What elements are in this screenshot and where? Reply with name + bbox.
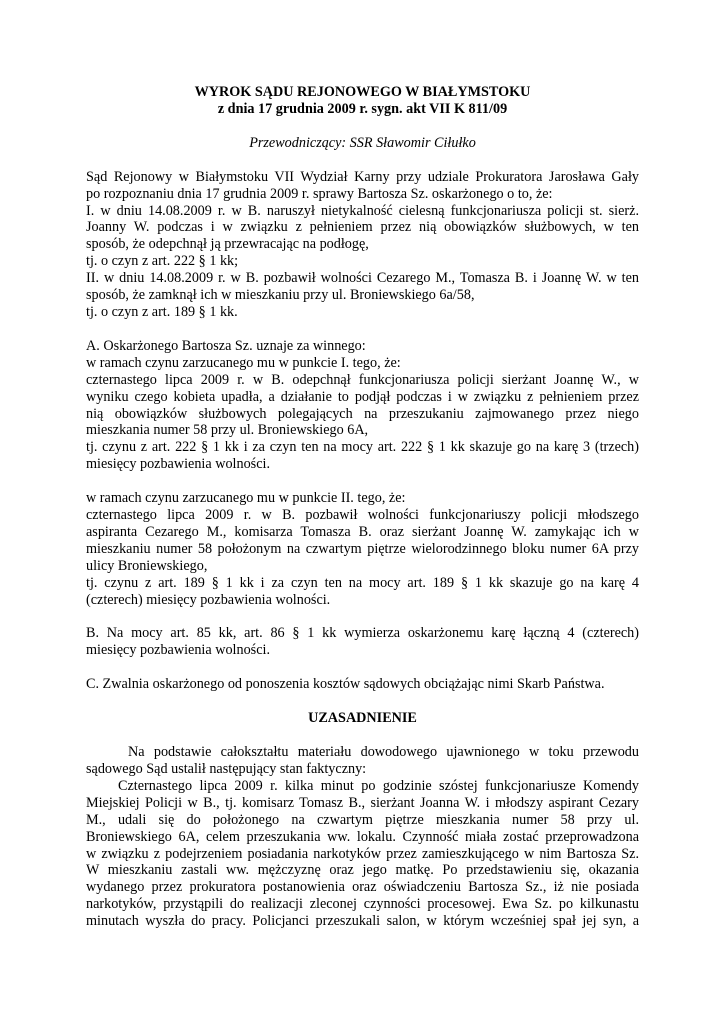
text-line: II. w dniu 14.08.2009 r. w B. pozbawił wolności Cezarego M., Tomasza B. i Joannę W. w ten — [86, 270, 639, 287]
text-line: w ramach czynu zarzucanego mu w punkcie I. tego, że: — [86, 354, 401, 371]
text-line: I. w dniu 14.08.2009 r. w B. naruszył nietykalność cielesną funkcjonariusza policji st. sierż. — [86, 202, 639, 219]
justification-heading: UZASADNIENIE — [308, 710, 417, 727]
justification-paragraph-1 — [86, 744, 639, 778]
text-line: sposób, że odepchnął ją przewracając na podłogę, — [86, 236, 369, 253]
title-line-1: WYROK SĄDU REJONOWEGO W BIAŁYMSTOKU — [194, 84, 531, 100]
text-line: tj. o czyn z art. 189 § 1 kk. — [86, 303, 238, 320]
verdict-a-paragraph — [86, 338, 639, 473]
text-line: sądowego Sąd ustalił następujący stan faktyczny: — [86, 761, 367, 777]
text-line: aspiranta Cezarego M., komisarza Tomasza B. oraz sierżant Joannę W. zamykając ich w — [86, 523, 639, 540]
presiding-judge: Przewodniczący: SSR Sławomir Ciłułko — [249, 134, 476, 151]
text-line: wyniku czego kobieta upadła, a działanie to podjął podczas i w związku z pełnieniem przez — [86, 388, 639, 405]
text-line: Joanny W. podczas i w związku z pełnieniem przez nią obowiązków służbowych, w ten — [86, 219, 639, 236]
text-line: tj. czynu z art. 222 § 1 kk i za czyn ten na mocy art. 222 § 1 kk skazuje go na karę 3 (trzech) — [86, 439, 639, 456]
text-line: tj. o czyn z art. 222 § 1 kk; — [86, 253, 239, 270]
text-line: sposób, że zamknął ich w mieszkaniu przy ul. Broniewskiego 6a/58, — [86, 287, 475, 304]
text-line: Na podstawie całokształtu materiału dowodowego ujawnionego w toku przewodu — [128, 744, 639, 761]
text-line: czternastego lipca 2009 r. w B. pozbawił wolności funkcjonariuszy policji młodszego — [86, 507, 639, 524]
text-line: C. Zwalnia oskarżonego od ponoszenia kosztów sądowych obciążając nimi Skarb Państwa. — [86, 676, 605, 693]
text-line: po rozpoznaniu dnia 17 grudnia 2009 r. sprawy Bartosza Sz. oskarżonego o to, że: — [86, 185, 553, 202]
verdict-c-paragraph — [86, 676, 639, 693]
text-line: miesięcy pozbawienia wolności. — [86, 642, 270, 659]
verdict-b-paragraph — [86, 625, 639, 659]
judgment-document — [86, 84, 639, 930]
intro-paragraph — [86, 169, 639, 321]
text-line: W mieszkaniu zastali ww. mężczyznę oraz jego matkę. Po przedstawieniu się, okazania — [86, 862, 639, 879]
text-line: (czterech) miesięcy pozbawienia wolności. — [86, 591, 331, 608]
text-line: mieszkania numer 58 przy ul. Broniewskiego 6A, — [86, 422, 369, 439]
text-line: czternastego lipca 2009 r. w B. odepchnął funkcjonariusza policji sierżant Joannę W., w — [86, 371, 639, 388]
text-line: Sąd Rejonowy w Białymstoku VII Wydział Karny przy udziale Prokuratora Jarosława Gały — [86, 168, 639, 185]
text-line: w ramach czynu zarzucanego mu w punkcie II. tego, że: — [86, 490, 406, 507]
text-line: nią obowiązków służbowych polegających na przeszukaniu zajmowanego przez niego — [86, 405, 639, 422]
text-line: w związku z podejrzeniem posiadania narkotyków przez zamieszkującego w nim Bartosza Sz. — [86, 845, 639, 862]
text-line: ulicy Broniewskiego, — [86, 557, 208, 574]
title-line-2: z dnia 17 grudnia 2009 r. sygn. akt VII K 811/09 — [217, 100, 508, 117]
text-line: Czternastego lipca 2009 r. kilka minut po godzinie szóstej funkcjonariusze Komendy — [118, 777, 639, 794]
text-line: minutach wyszła do pracy. Policjanci przeszukali salon, w którym wcześniej spał jej syn, a — [86, 913, 639, 930]
text-line: miesięcy pozbawienia wolności. — [86, 456, 270, 473]
verdict-a2-paragraph — [86, 490, 639, 608]
justification-paragraph-2 — [86, 778, 639, 930]
document-title — [86, 84, 639, 118]
text-line: M., udali się do położonego na czwartym piętrze mieszkania numer 58 przy ul. — [86, 811, 639, 828]
text-line: B. Na mocy art. 85 kk, art. 86 § 1 kk wymierza oskarżonemu karę łączną 4 (czterech) — [86, 625, 639, 642]
text-line: Miejskiej Policji w B., tj. komisarz Tomasz B., sierżant Joanna W. i młodszy aspirant Cezary — [86, 794, 639, 811]
text-line: narkotyków, przystąpili do realizacji zleconej czynności procesowej. Ewa Sz. po kilkunastu — [86, 896, 639, 913]
text-line: A. Oskarżonego Bartosza Sz. uznaje za winnego: — [86, 337, 366, 354]
text-line: tj. czynu z art. 189 § 1 kk i za czyn ten na mocy art. 189 § 1 kk skazuje go na karę 4 — [86, 574, 639, 591]
text-line: Broniewskiego 6A, celem przeszukania ww. lokalu. Czynność miała zostać przeprowadzona — [86, 828, 639, 845]
text-line: mieszkaniu numer 58 położonym na czwartym piętrze wielorodzinnego bloku numer 6A przy — [86, 540, 639, 557]
text-line: wydanego przez prokuratora postanowienia oraz oświadczeniu Bartosza Sz., iż nie posiada — [86, 879, 639, 896]
